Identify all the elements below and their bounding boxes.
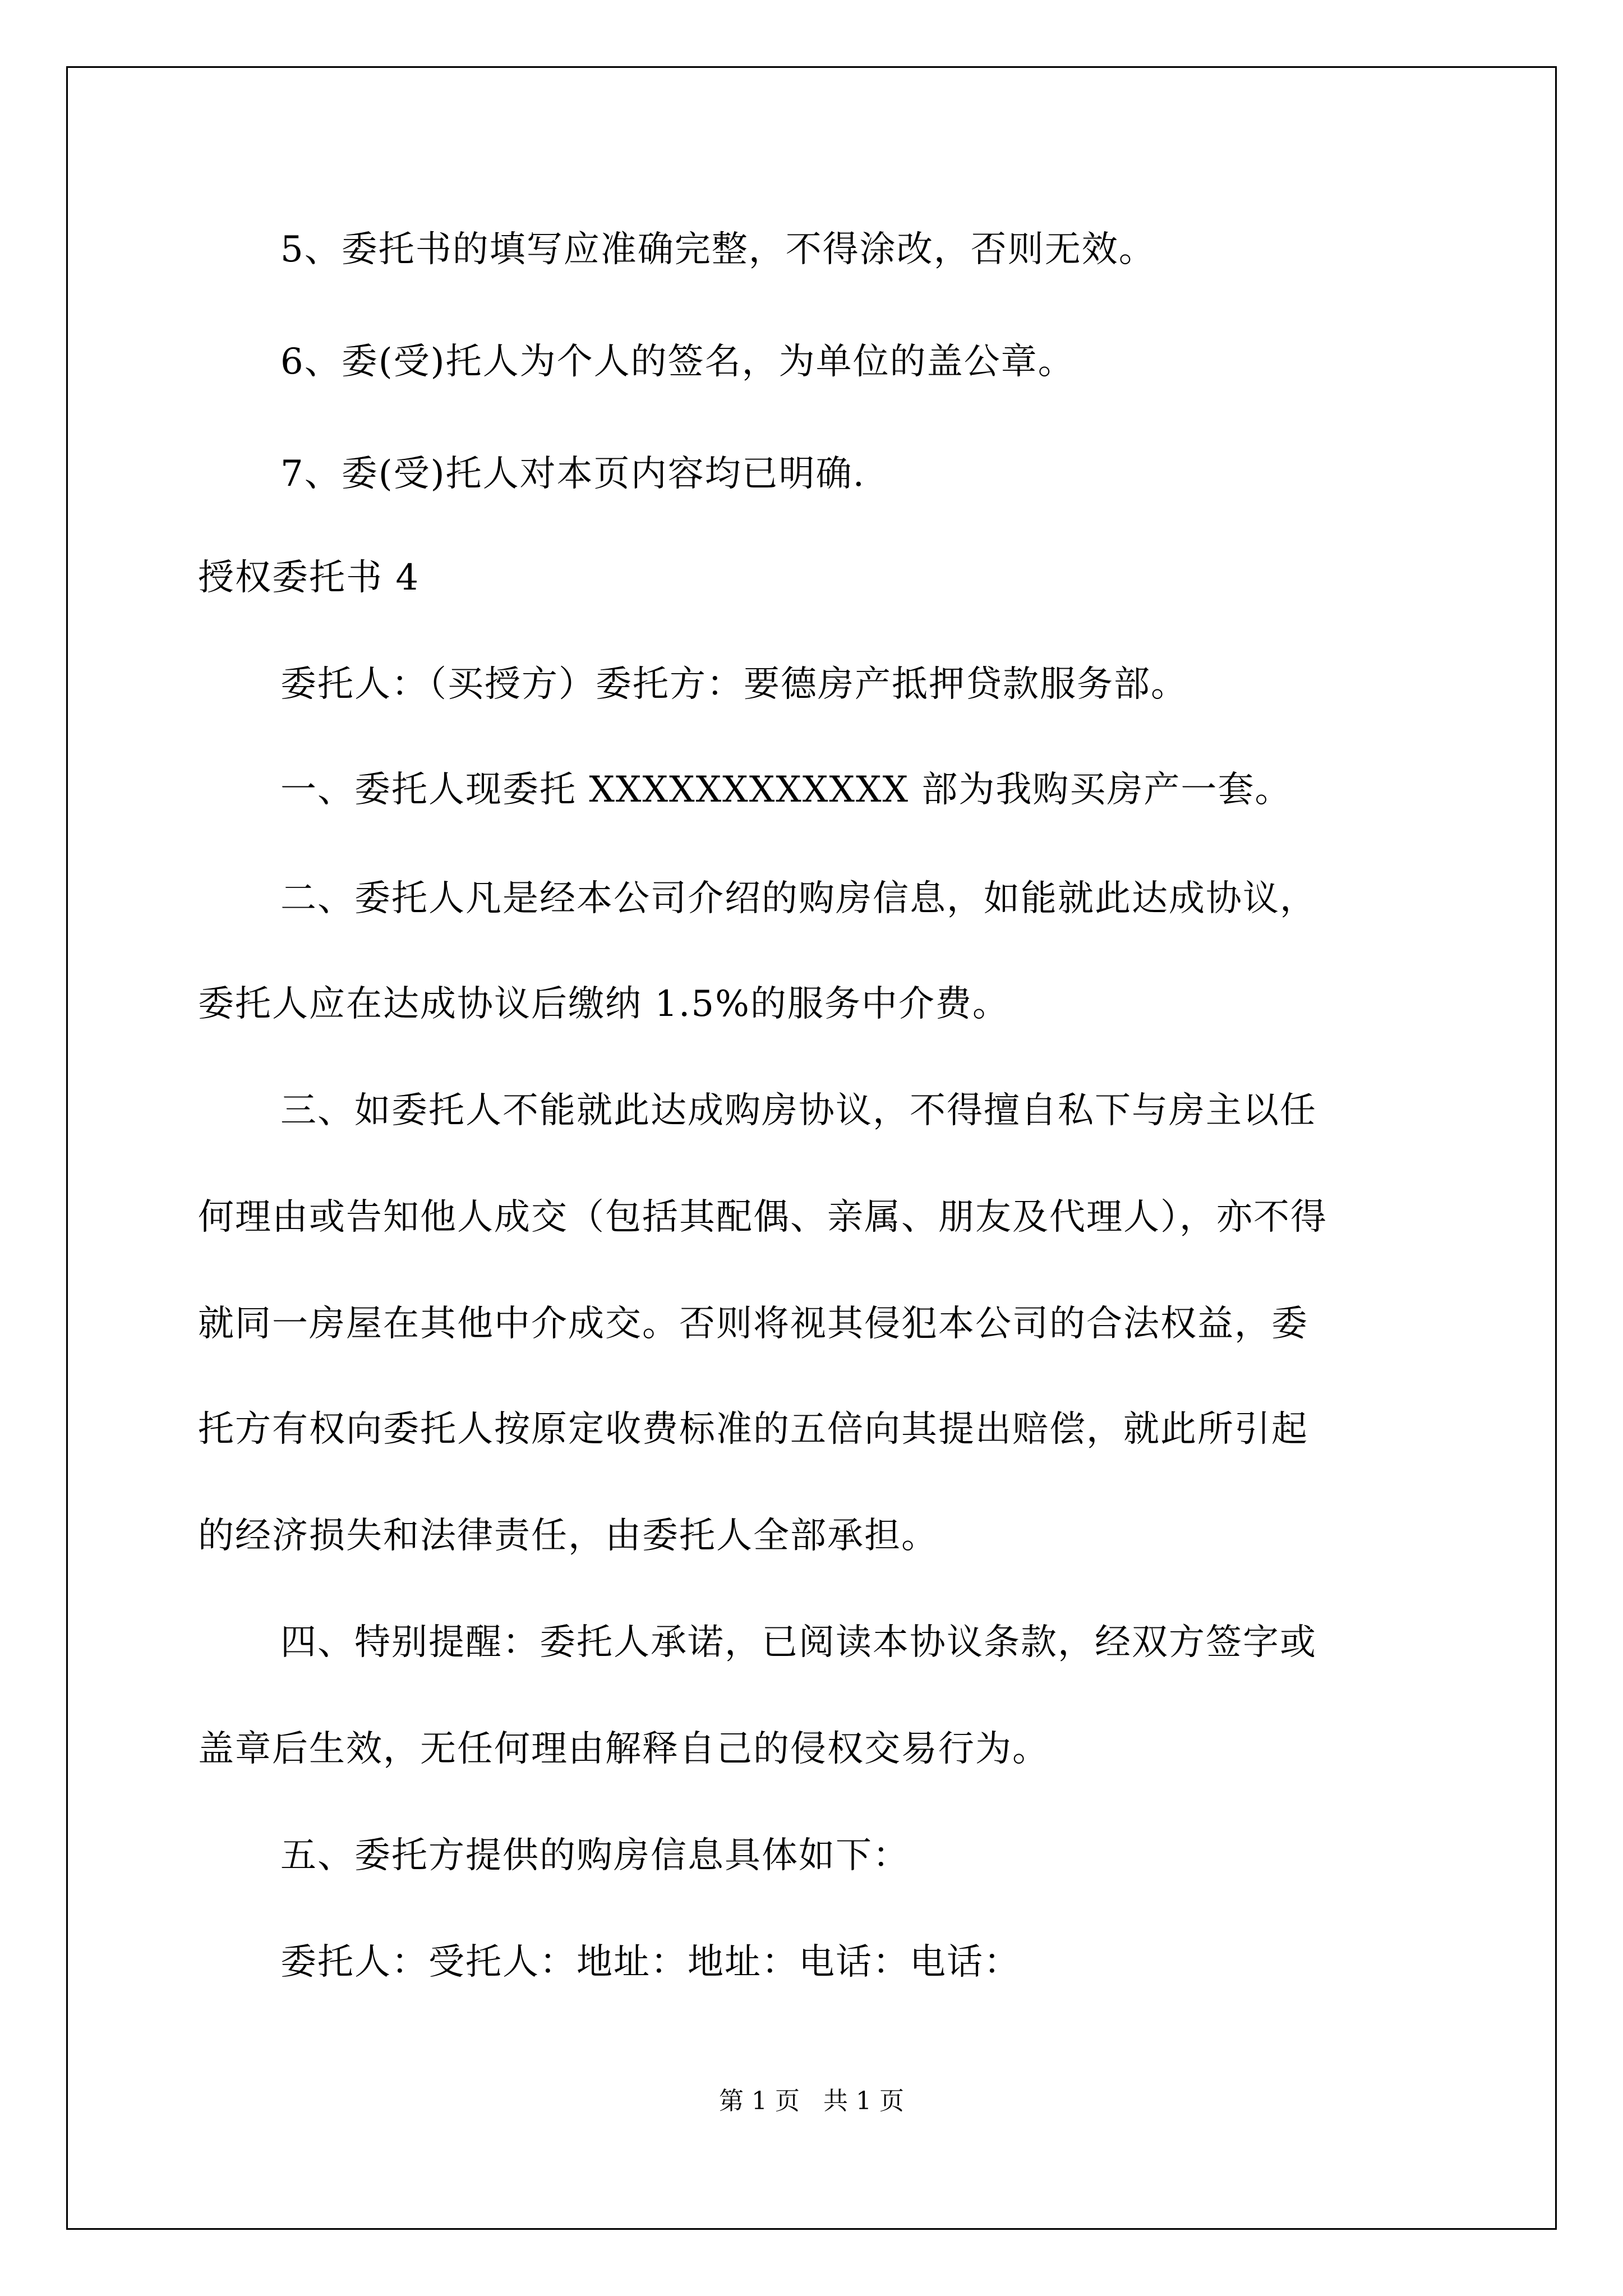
page-number: 第 1 页 共 1 页 — [719, 2087, 904, 2115]
clause-6: 6、委(受)托人为个人的签名，为单位的盖公章。 — [280, 341, 1075, 383]
article-3-line-5: 的经济损失和法律责任，由委托人全部承担。 — [198, 1515, 938, 1557]
article-2-line-1: 二、委托人凡是经本公司介绍的购房信息，如能就此达成协议， — [280, 878, 1317, 919]
clause-7: 7、委(受)托人对本页内容均已明确. — [280, 453, 865, 495]
article-3-line-3: 就同一房屋在其他中介成交。否则将视其侵犯本公司的合法权益，委 — [198, 1303, 1308, 1345]
article-3-line-1: 三、如委托人不能就此达成购房协议，不得擅自私下与房主以任 — [280, 1090, 1317, 1131]
article-4-line-2: 盖章后生效，无任何理由解释自己的侵权交易行为。 — [198, 1728, 1049, 1770]
article-5: 五、委托方提供的购房信息具体如下： — [280, 1835, 910, 1876]
article-2-line-2: 委托人应在达成协议后缴纳 1.5%的服务中介费。 — [198, 983, 1009, 1025]
article-3-line-2: 何理由或告知他人成交（包括其配偶、亲属、朋友及代理人），亦不得 — [198, 1197, 1327, 1238]
article-4-line-1: 四、特别提醒：委托人承诺，已阅读本协议条款，经双方签字或 — [280, 1622, 1317, 1663]
article-3-line-4: 托方有权向委托人按原定收费标准的五倍向其提出赔偿，就此所引起 — [198, 1409, 1308, 1450]
article-1: 一、委托人现委托 XXXXXXXXXXXX 部为我购买房产一套。 — [280, 769, 1292, 811]
signature-fields: 委托人：受托人：地址：地址：电话：电话： — [280, 1941, 1021, 1983]
parties-line: 委托人：（买授方）委托方：要德房产抵押贷款服务部。 — [280, 664, 1188, 705]
page-border — [66, 66, 1557, 2230]
clause-5: 5、委托书的填写应准确完整，不得涂改，否则无效。 — [280, 229, 1156, 270]
section-title: 授权委托书 4 — [198, 557, 420, 599]
